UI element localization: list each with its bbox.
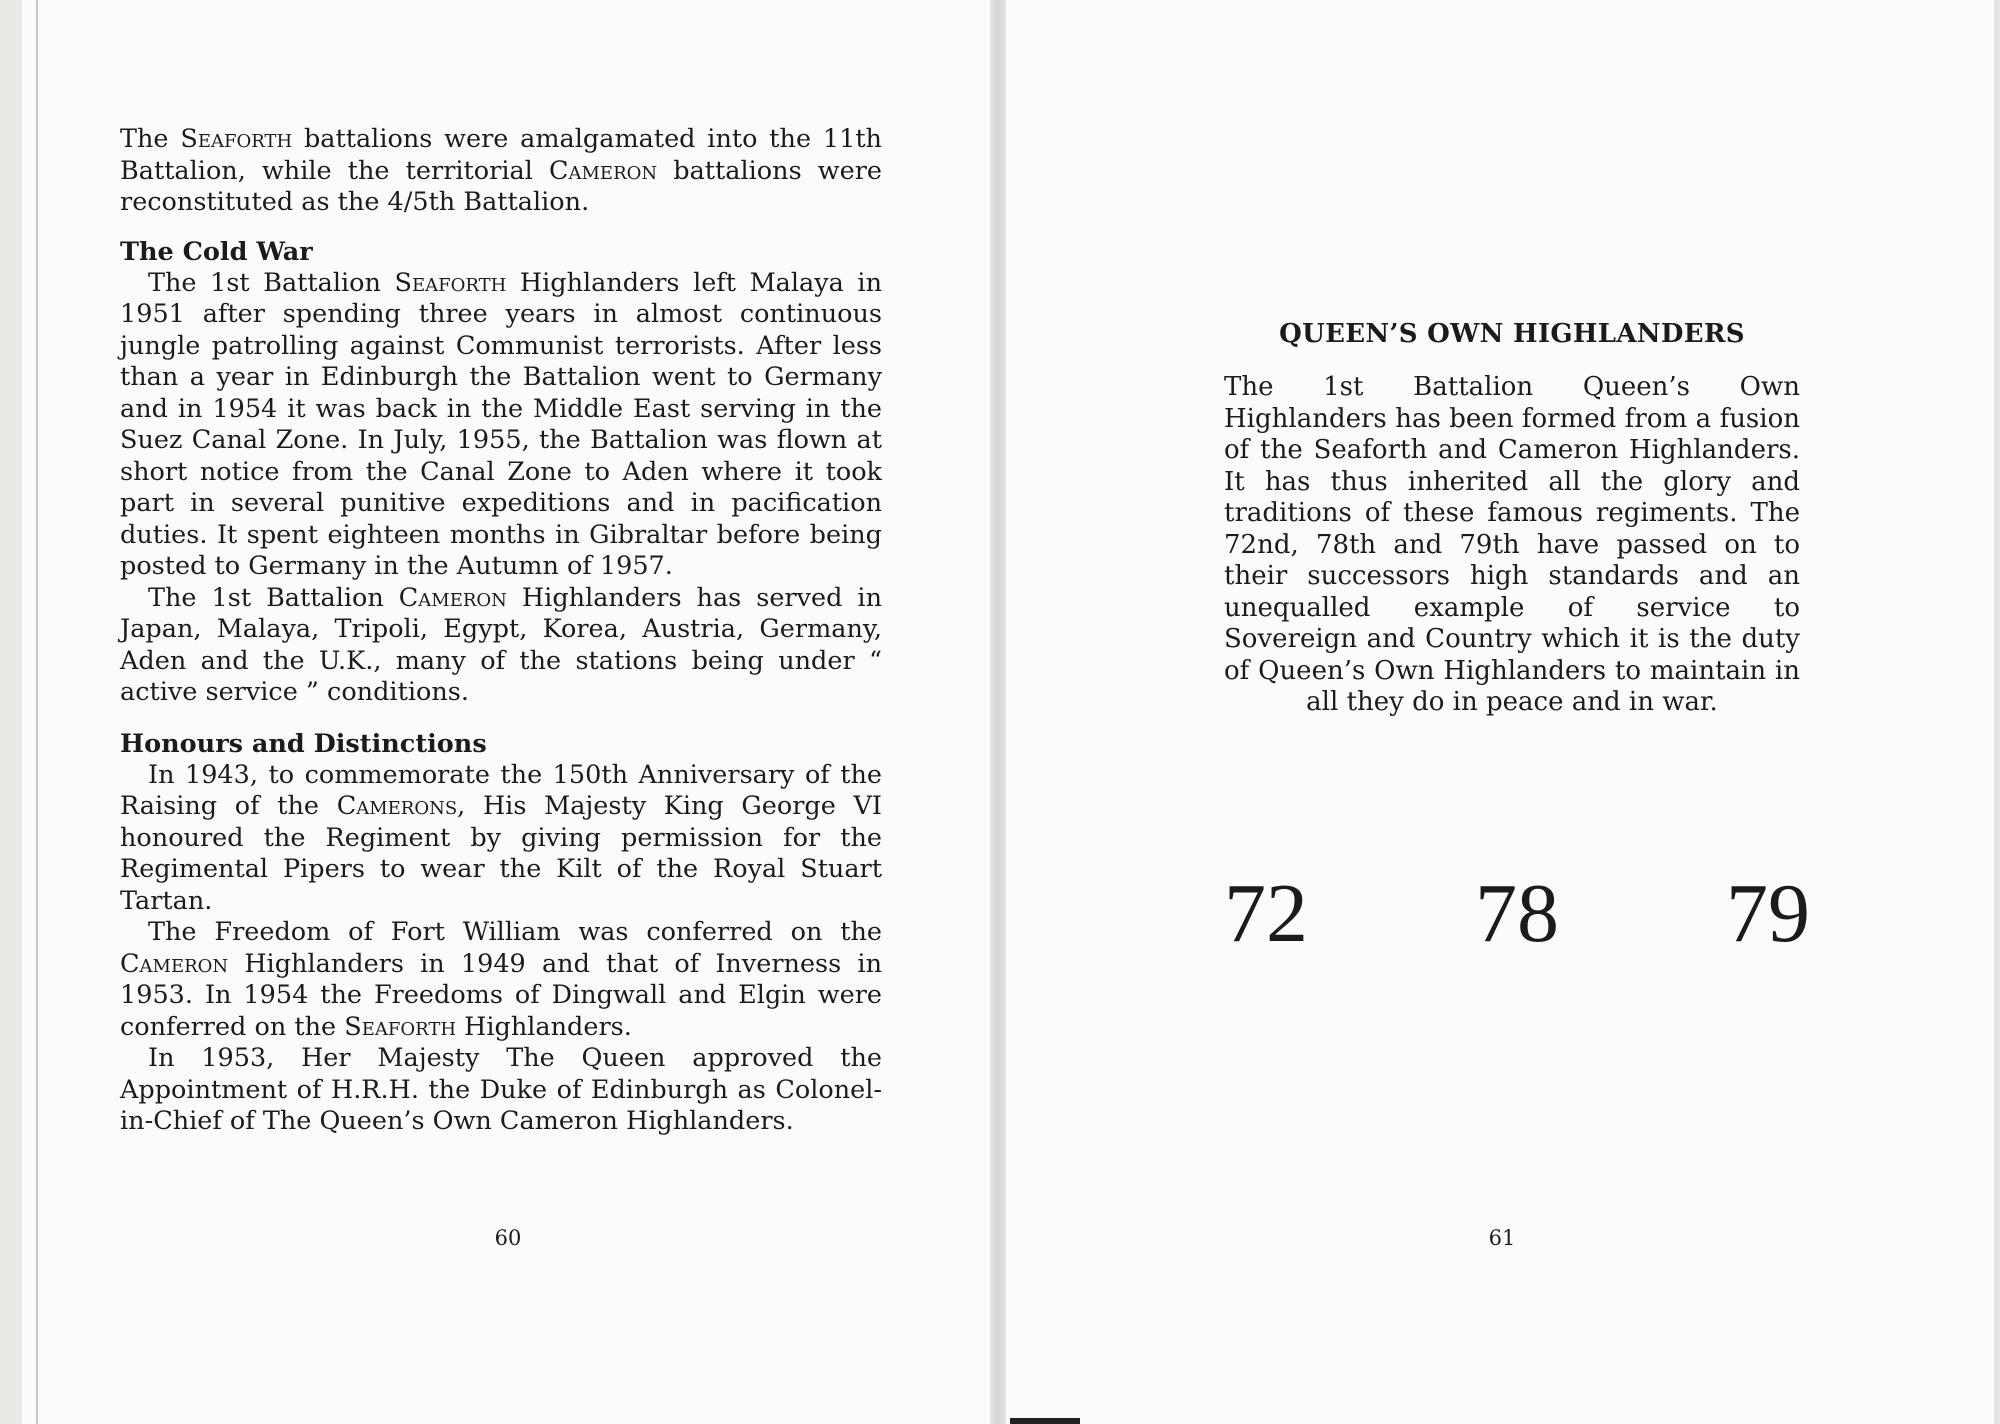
text-run: , His Majesty King George VI honoured the Regiment by giving permission for the Regimental Pipers to wear the Kilt of the Royal Stuart Tartan. (120, 791, 882, 916)
text-run: Highlanders left Malaya in 1951 after spending three years in almost continuous jungle patrolling against Communist terrorists. After less than a year in Edinburgh the Battalion went to Germany and in 1954 it was back in the Middle East serving in the Suez Canal Zone. In July, 1955, the Battalion was flown at short notice from the Canal Zone to Aden where it took part in several punitive expeditions and in pacification duties. It spent eighteen months in Gibraltar before being posted to Germany in the Autumn of 1957. (120, 267, 882, 581)
left-page-text (120, 124, 882, 1138)
regiment-name-cameron: Cameron (548, 155, 658, 186)
cold-war-paragraph-1 (120, 268, 882, 583)
numeral-72: 72 (1224, 867, 1308, 960)
page-number-left: 60 (494, 1226, 522, 1250)
right-page-text (1224, 318, 1800, 719)
text-run: Highlanders has served in Japan, Malaya, Tripoli, Egypt, Korea, Austria, Germany, Aden and the U.K., many of the stations being under “ active service ” conditions. (120, 582, 883, 707)
section-heading-honours: Honours and Distinctions (120, 728, 487, 759)
numeral-78: 78 (1475, 867, 1559, 960)
regiment-description: The 1st Battalion Queen’s Own Highlanders has been formed from a fusion of the Seaforth and Cameron Highlanders. It has thus inherited all the glory and traditions of these famous regiments. The 72nd, 78th and 79th have passed on to their successors high standards and an unequalled example of service to Sovereign and Country which it is the duty of Queen’s Own Highlanders to maintain in all they do in peace and in war. (1224, 372, 1800, 717)
regiment-name-seaforth: Seaforth (344, 1011, 457, 1042)
text-run: battalions were reconstituted as the 4/5th Battalion. (120, 155, 882, 217)
intro-paragraph (120, 124, 882, 219)
cold-war-paragraph-2 (120, 583, 882, 709)
regiment-name-cameron: Cameron (120, 948, 229, 979)
regiment-numerals (1224, 866, 1810, 966)
text-run: The Freedom of Fort William was conferred on the (148, 917, 882, 947)
section-heading-cold-war: The Cold War (120, 236, 313, 267)
text-run: battalions were amalgamated into the 11th Battalion, while the territorial (120, 124, 882, 186)
right-page-edge (1994, 0, 2000, 1424)
text-run: The 1st Battalion (148, 267, 395, 298)
regiment-name-camerons: Camerons (336, 791, 458, 821)
page-number-right: 61 (1488, 1226, 1516, 1250)
regiment-name-seaforth: Seaforth (394, 267, 507, 298)
text-run: Highlanders. (456, 1011, 632, 1042)
text-run: Highlanders in 1949 and that of Inverness in 1953. In 1954 the Freedoms of Dingwall and Elgin were conferred on the (120, 948, 882, 1042)
text-run: The 1st Battalion (148, 582, 399, 613)
honours-paragraph-2 (120, 917, 882, 1043)
text-run: In 1943, to commemorate the 150th Anniversary of the Raising of the (120, 759, 882, 821)
honours-paragraph-3: In 1953, Her Majesty The Queen approved the Appointment of H.R.H. the Duke of Edinburgh as Colonel-in-Chief of The Queen’s Own Cameron Highlanders. (120, 1043, 882, 1136)
regiment-name-seaforth: Seaforth (180, 124, 293, 154)
page-title: QUEEN’S OWN HIGHLANDERS (1279, 319, 1745, 349)
left-page-edge (36, 0, 38, 1424)
text-run: The (120, 124, 181, 154)
scan-edge-mark (1010, 1418, 1080, 1424)
honours-paragraph-1 (120, 760, 882, 918)
regiment-name-cameron: Cameron (398, 582, 507, 613)
numeral-79: 79 (1726, 867, 1810, 960)
